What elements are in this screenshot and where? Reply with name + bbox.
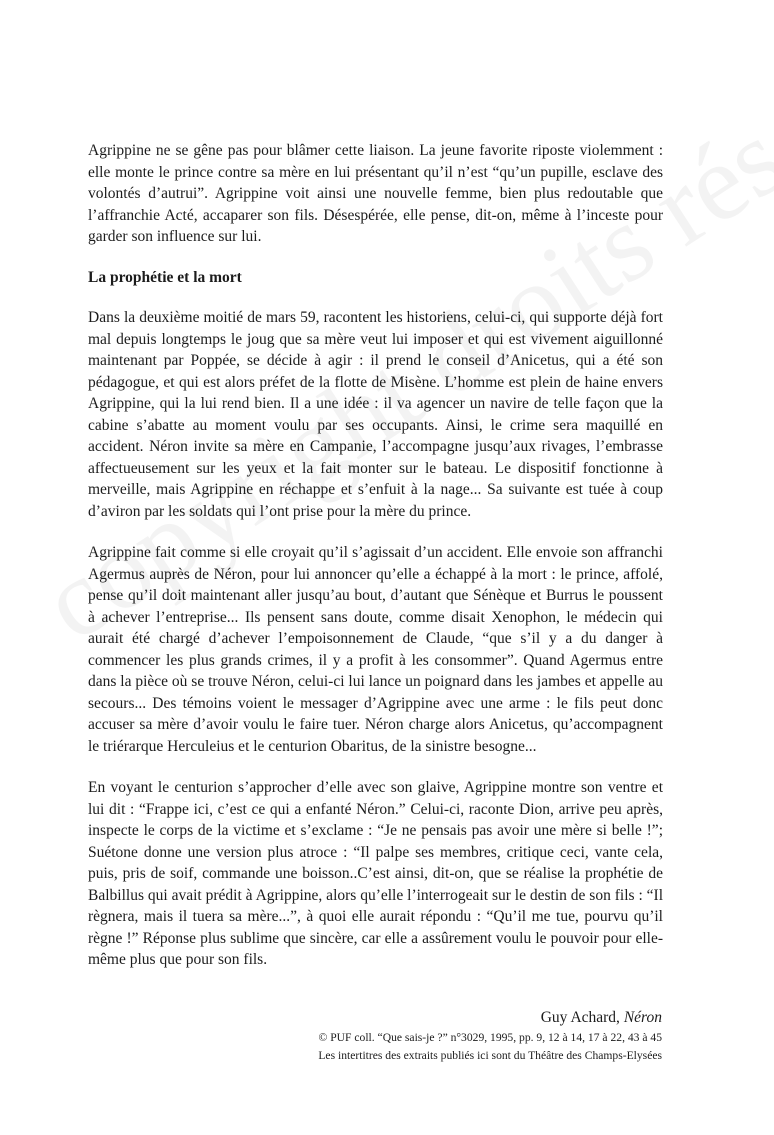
credits-block (318, 1007, 662, 1065)
paragraph-intro: Agrippine ne se gêne pas pour blâmer cette liaison. La jeune favorite riposte violemment : elle monte le prince contre sa mère en lui présentant qu’il n’est “qu’un pupille, esclave des volontés d’autrui”. Agrippine voit ainsi une nouvelle femme, bien plus redoutable que l’affranchie Acté, accaparer son fils. Désespérée, elle pense, dit-on, même à l’inceste pour garder son influence sur lui. (88, 142, 663, 245)
credit-note: Les intertitres des extraits publiés ici sont du Théâtre des Champs-Elysées (318, 1049, 662, 1062)
paragraph-accident: Agrippine fait comme si elle croyait qu’il s’agissait d’un accident. Elle envoie son affranchi Agermus auprès de Néron, pour lui annoncer qu’elle a échappé à la mort : le prince, affolé, pense qu’il doit maintenant aller jusqu’au bout, d’autant que Sénèque et Burrus le poussent à achever l’entreprise... Ils pensent sans doute, comme disait Xenophon, le médecin qui aurait été chargé d’achever l’empoisonnement de Claude, “que s’il y a du danger à commencer les plus grands crimes, il y a profit à les consommer”. Quand Agermus entre dans la pièce où se trouve Néron, celui-ci lui lance un poignard dans les jambes et appelle au secours... Des témoins voient le messager d’Agrippine avec une arme : le fils peut donc accuser sa mère d’avoir voulu le faire tuer. Néron charge alors Anicetus, qu’accompagnent le triérarque Herculeius et le centurion Obaritus, de la sinistre besogne... (88, 544, 664, 755)
paragraph-death: En voyant le centurion s’approcher d’elle avec son glaive, Agrippine montre son ventre et lui dit : “Frappe ici, c’est ce qui a enfanté Néron.” Celui-ci, raconte Dion, arrive peu après, inspecte le corps de la victime et s’exclame : “Je ne pensais pas avoir une mère si belle !”; Suétone donne une version plus atroce : “Il palpe ses membres, critique ceci, vante cela, puis, pris de soif, commande une boisson..C’est ainsi, dit-on, que se réalise la prophétie de Balbillus qui avait prédit à Agrippine, alors qu’elle l’interrogeait sur le destin de son fils : “Il règnera, mais il tuera sa mère...”, à quoi elle aurait répondu : “Qu’il me tue, pourvu qu’il règne !” Réponse plus sublime que sincère, car elle a assûrement voulu le pouvoir pour elle-même plus que pour son fils. (88, 779, 663, 968)
credit-source: © PUF coll. “Que sais-je ?” n°3029, 1995, pp. 9, 12 à 14, 17 à 22, 43 à 45 (318, 1031, 662, 1044)
article-body (88, 140, 663, 971)
credit-work-title: Néron (623, 1009, 662, 1026)
credit-author-line (318, 1007, 662, 1029)
section-heading: La prophétie et la mort (88, 268, 242, 286)
paragraph-plot: Dans la deuxième moitié de mars 59, racontent les historiens, celui-ci, qui supporte déjà fort mal depuis longtemps le joug que sa mère veut lui imposer et qui est vivement aiguillonné maintenant par Poppée, se décide à agir : il prend le conseil d’Anicetus, qui a été son pédagogue, et qui est alors préfet de la flotte de Misène. L’homme est plein de haine envers Agrippine, qui la lui rend bien. Il a une idée : il va agencer un navire de telle façon que la cabine s’abatte au moment voulu par ses occupants. Ainsi, le crime sera maquillé en accident. Néron invite sa mère en Campanie, l’accompagne jusqu’aux rivages, l’embrasse affectueusement sur les yeux et la fait monter sur le bateau. Le dispositif fonctionne à merveille, mais Agrippine en réchappe et s’enfuit à la nage... Sa suivante est tuée à coup d’aviron par les soldats qui l’ont prise pour la mère du prince. (88, 309, 663, 520)
credit-author: Guy Achard, (540, 1009, 620, 1026)
